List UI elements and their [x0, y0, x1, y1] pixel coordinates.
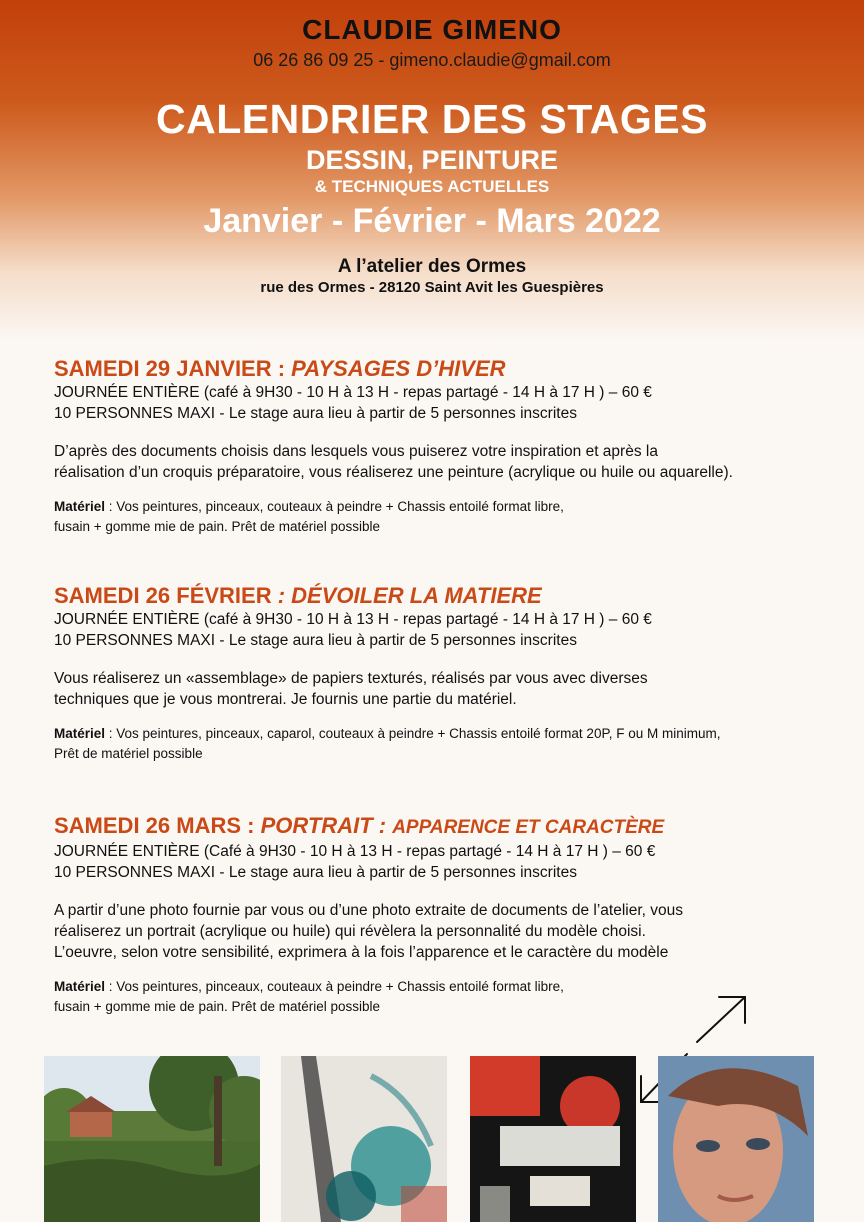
- material-line: fusain + gomme mie de pain. Prêt de matériel possible: [54, 519, 381, 534]
- photo-portrait-painting: [658, 1056, 814, 1222]
- event-date: SAMEDI 29 JANVIER :: [54, 356, 292, 381]
- photo-abstract-red: [470, 1056, 636, 1222]
- event-january: [54, 356, 854, 537]
- event-date: SAMEDI 26 MARS :: [54, 813, 261, 838]
- material-label: Matériel: [54, 979, 106, 994]
- event-description: [54, 668, 854, 710]
- event-schedule: JOURNÉE ENTIÈRE (café à 9H30 - 10 H à 13 H - repas partagé - 14 H à 17 H ) – 60 €: [54, 384, 652, 401]
- material-line: Prêt de matériel possible: [54, 746, 203, 761]
- event-material: [54, 497, 854, 537]
- description-line: réalisation d’un croquis préparatoire, vous réaliserez une peinture (acrylique ou huile ou aquarelle).: [54, 464, 733, 481]
- event-heading: [54, 583, 854, 609]
- event-heading: [54, 813, 854, 841]
- event-description: [54, 441, 854, 483]
- description-line: D’après des documents choisis dans lesquels vous puiserez votre inspiration et après la: [54, 443, 658, 460]
- event-theme: PAYSAGES D’HIVER: [291, 356, 506, 381]
- description-line: Vous réaliserez un «assemblage» de papiers texturés, réalisés par vous avec diverses: [54, 670, 648, 687]
- season-dates: Janvier - Février - Mars 2022: [203, 202, 661, 240]
- event-heading: [54, 356, 854, 382]
- photo-atelier-garden: [44, 1056, 260, 1222]
- event-capacity: 10 PERSONNES MAXI - Le stage aura lieu à partir de 5 personnes inscrites: [54, 864, 577, 881]
- header-banner: [0, 0, 864, 340]
- material-line: : Vos peintures, pinceaux, couteaux à peindre + Chassis entoilé format libre,: [105, 499, 564, 514]
- event-material: [54, 724, 854, 764]
- artist-name: CLAUDIE GIMENO: [302, 14, 562, 45]
- event-date: SAMEDI 26 FÉVRIER: [54, 583, 278, 608]
- event-february: [54, 583, 854, 764]
- description-line: réaliserez un portrait (acrylique ou huile) qui révèlera la personnalité du modèle choisi.: [54, 923, 646, 940]
- subtitle-primary: DESSIN, PEINTURE: [305, 145, 559, 175]
- event-description: [54, 900, 854, 963]
- event-schedule: JOURNÉE ENTIÈRE (Café à 9H30 - 10 H à 13 H - repas partagé - 14 H à 17 H ) – 60 €: [54, 843, 656, 860]
- photo-abstract-teal: [281, 1056, 447, 1222]
- description-line: L’oeuvre, selon votre sensibilité, exprimera à la fois l’apparence et le caractère du modèle: [54, 944, 669, 961]
- event-schedule: JOURNÉE ENTIÈRE (café à 9H30 - 10 H à 13 H - repas partagé - 14 H à 17 H ) – 60 €: [54, 611, 652, 628]
- description-line: techniques que je vous montrerai. Je fournis une partie du matériel.: [54, 691, 517, 708]
- contact-info: 06 26 86 09 25 - gimeno.claudie@gmail.com: [253, 50, 611, 70]
- description-line: A partir d’une photo fournie par vous ou d’une photo extraite de documents de l’atelier, vous: [54, 902, 684, 919]
- venue-address: rue des Ormes - 28120 Saint Avit les Guespières: [260, 279, 604, 296]
- venue-name: A l’atelier des Ormes: [337, 256, 527, 277]
- material-line: fusain + gomme mie de pain. Prêt de matériel possible: [54, 999, 381, 1014]
- material-label: Matériel: [54, 499, 106, 514]
- event-march: [54, 813, 854, 1017]
- material-label: Matériel: [54, 726, 106, 741]
- page-title: CALENDRIER DES STAGES: [156, 96, 708, 142]
- event-theme: PORTRAIT :: [260, 813, 393, 838]
- material-line: : Vos peintures, pinceaux, caparol, couteaux à peindre + Chassis entoilé format 20P, F ou M minimum,: [105, 726, 721, 741]
- material-line: : Vos peintures, pinceaux, couteaux à peindre + Chassis entoilé format libre,: [105, 979, 564, 994]
- subtitle-secondary: & TECHNIQUES ACTUELLES: [314, 177, 550, 196]
- event-theme: : DÉVOILER LA MATIERE: [277, 583, 542, 608]
- event-theme-detail: APPARENCE ET CARACTÈRE: [392, 817, 665, 838]
- event-capacity: 10 PERSONNES MAXI - Le stage aura lieu à partir de 5 personnes inscrites: [54, 405, 577, 422]
- event-capacity: 10 PERSONNES MAXI - Le stage aura lieu à partir de 5 personnes inscrites: [54, 632, 577, 649]
